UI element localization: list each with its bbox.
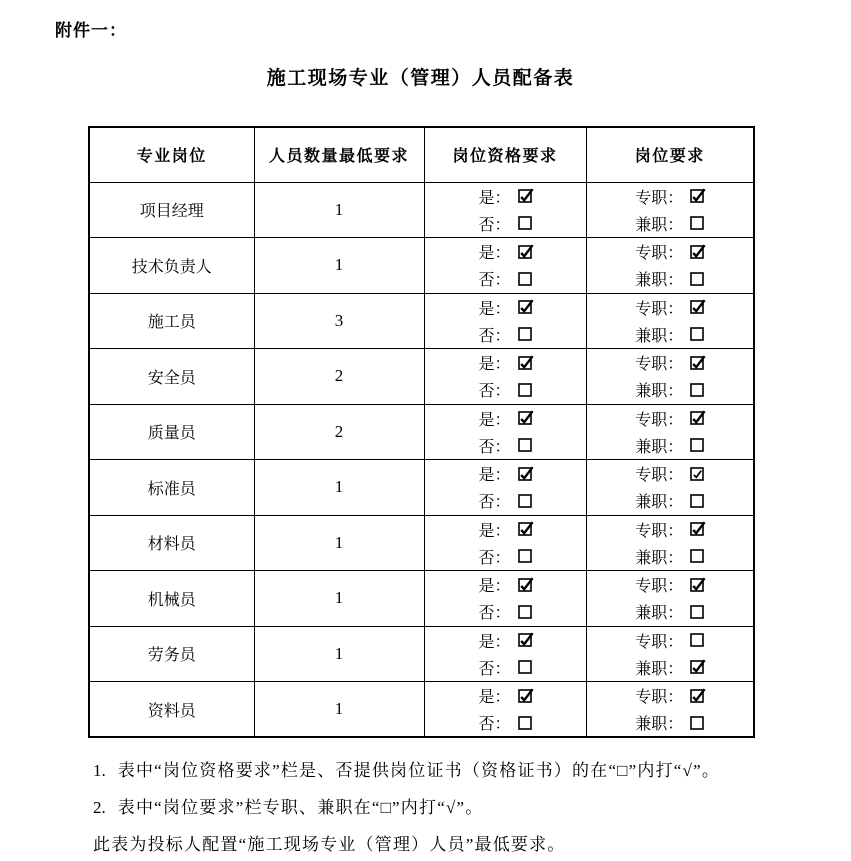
yes-label: 是： — [478, 356, 511, 374]
qual-no-checkbox — [518, 438, 532, 452]
parttime-label: 兼职： — [635, 327, 684, 345]
qual-yes-option — [478, 349, 531, 376]
requirement-cell — [586, 571, 754, 627]
qual-no-checkbox — [518, 660, 532, 674]
fulltime-checkbox — [690, 633, 704, 647]
header-requirement: 岗位要求 — [586, 127, 754, 182]
note-number: 1. — [93, 761, 106, 780]
qualification-options — [425, 682, 586, 736]
qual-yes-checkbox — [518, 189, 532, 203]
parttime-label: 兼职： — [635, 660, 684, 678]
qualification-cell — [424, 404, 586, 460]
requirement-options — [587, 460, 754, 514]
qual-no-option — [478, 598, 531, 625]
yes-label: 是： — [478, 411, 511, 429]
yes-label: 是： — [478, 522, 511, 540]
fulltime-label: 专职： — [635, 578, 684, 596]
qual-no-option — [478, 265, 531, 292]
no-label: 否： — [478, 272, 511, 290]
no-label: 否： — [478, 605, 511, 623]
qualification-options — [425, 238, 586, 292]
note-number: 2. — [93, 798, 106, 817]
fulltime-label: 专职： — [635, 633, 684, 651]
requirement-options — [587, 571, 754, 625]
qual-no-option — [478, 432, 531, 459]
header-qualification: 岗位资格要求 — [424, 127, 586, 182]
parttime-checkbox — [690, 716, 704, 730]
parttime-label: 兼职： — [635, 494, 684, 512]
position-label: 安全员 — [147, 369, 196, 387]
parttime-label: 兼职： — [635, 716, 684, 733]
yes-label: 是： — [478, 245, 511, 263]
position-cell — [89, 293, 254, 349]
parttime-checkbox — [690, 660, 704, 674]
no-label: 否： — [478, 716, 511, 733]
parttime-option — [635, 210, 704, 237]
note-line — [93, 789, 851, 826]
attachment-label: 附件一： — [55, 21, 127, 40]
qualification-cell — [424, 182, 586, 238]
table-row — [89, 571, 754, 627]
fulltime-checkbox — [690, 411, 704, 425]
fulltime-checkbox — [690, 522, 704, 536]
fulltime-option — [635, 571, 704, 598]
qualification-options — [425, 349, 586, 403]
parttime-checkbox — [690, 216, 704, 230]
qualification-cell — [424, 293, 586, 349]
header-position: 专业岗位 — [89, 127, 254, 182]
fulltime-checkbox — [690, 467, 704, 481]
qual-no-option — [478, 487, 531, 514]
table-row — [89, 238, 754, 294]
position-label: 质量员 — [147, 425, 196, 443]
note-text: 此表为投标人配置“施工现场专业（管理）人员”最低要求。 — [93, 835, 566, 854]
table-row — [89, 460, 754, 516]
requirement-cell — [586, 293, 754, 349]
fulltime-label: 专职： — [635, 300, 684, 318]
position-label: 技术负责人 — [131, 258, 212, 276]
qual-no-option — [478, 321, 531, 348]
count-cell — [254, 515, 424, 571]
fulltime-label: 专职： — [635, 356, 684, 374]
count-cell — [254, 182, 424, 238]
position-label: 施工员 — [147, 314, 196, 332]
qual-no-checkbox — [518, 549, 532, 563]
requirement-options — [587, 294, 754, 348]
qual-yes-option — [478, 627, 531, 654]
qualification-cell — [424, 682, 586, 738]
qual-yes-option — [478, 571, 531, 598]
qualification-options — [425, 460, 586, 514]
fulltime-checkbox — [690, 189, 704, 203]
count-value: 2 — [334, 366, 344, 386]
table-row — [89, 682, 754, 738]
qual-yes-option — [478, 238, 531, 265]
table-row — [89, 349, 754, 405]
qual-no-option — [478, 543, 531, 570]
parttime-label: 兼职： — [635, 272, 684, 290]
parttime-checkbox — [690, 438, 704, 452]
yes-label: 是： — [478, 300, 511, 318]
qual-yes-option — [478, 294, 531, 321]
qualification-cell — [424, 460, 586, 516]
parttime-option — [635, 654, 704, 681]
qual-yes-checkbox — [518, 578, 532, 592]
fulltime-checkbox — [690, 245, 704, 259]
qual-yes-option — [478, 516, 531, 543]
fulltime-label: 专职： — [635, 467, 684, 485]
qual-no-checkbox — [518, 327, 532, 341]
count-cell — [254, 460, 424, 516]
table-row — [89, 404, 754, 460]
no-label: 否： — [478, 383, 511, 401]
requirement-cell — [586, 404, 754, 460]
count-value: 1 — [334, 588, 344, 608]
no-label: 否： — [478, 494, 511, 512]
fulltime-option — [635, 405, 704, 432]
count-value: 1 — [334, 699, 344, 718]
yes-label: 是： — [478, 578, 511, 596]
position-label: 项目经理 — [139, 203, 204, 221]
count-cell — [254, 626, 424, 682]
count-value: 1 — [334, 255, 344, 275]
table-header-row — [89, 127, 754, 182]
requirement-options — [587, 627, 754, 681]
count-cell — [254, 238, 424, 294]
parttime-checkbox — [690, 494, 704, 508]
qual-yes-checkbox — [518, 467, 532, 481]
table-row — [89, 515, 754, 571]
parttime-option — [635, 376, 704, 403]
fulltime-option — [635, 627, 704, 654]
position-label: 材料员 — [147, 536, 196, 554]
count-cell — [254, 349, 424, 405]
qualification-cell — [424, 515, 586, 571]
qual-yes-checkbox — [518, 300, 532, 314]
count-cell — [254, 682, 424, 738]
fulltime-checkbox — [690, 300, 704, 314]
count-value: 2 — [334, 421, 344, 441]
requirement-options — [587, 405, 754, 459]
notes — [93, 752, 851, 861]
count-cell — [254, 293, 424, 349]
parttime-option — [635, 432, 704, 459]
note-text: 表中“岗位资格要求”栏是、否提供岗位证书（资格证书）的在“□”内打“√”。 — [117, 761, 721, 780]
qual-no-checkbox — [518, 605, 532, 619]
note-text: 表中“岗位要求”栏专职、兼职在“□”内打“√”。 — [117, 798, 484, 817]
fulltime-label: 专职： — [635, 245, 684, 263]
position-label: 劳务员 — [147, 647, 196, 665]
requirement-cell — [586, 460, 754, 516]
parttime-checkbox — [690, 605, 704, 619]
qualification-options — [425, 516, 586, 570]
fulltime-option — [635, 349, 704, 376]
document-page — [0, 16, 851, 861]
qual-yes-option — [478, 183, 531, 210]
parttime-label: 兼职： — [635, 605, 684, 623]
requirement-cell — [586, 682, 754, 738]
fulltime-checkbox — [690, 689, 704, 703]
qual-yes-checkbox — [518, 411, 532, 425]
note-line — [93, 752, 851, 789]
parttime-label: 兼职： — [635, 216, 684, 234]
requirement-cell — [586, 238, 754, 294]
qual-no-option — [478, 654, 531, 681]
parttime-checkbox — [690, 549, 704, 563]
qual-yes-checkbox — [518, 633, 532, 647]
qualification-options — [425, 294, 586, 348]
requirement-options — [587, 349, 754, 403]
count-value: 1 — [334, 477, 344, 497]
position-cell — [89, 626, 254, 682]
requirement-options — [587, 516, 754, 570]
page-title: 施工现场专业（管理）人员配备表 — [266, 68, 575, 89]
qual-yes-checkbox — [518, 689, 532, 703]
requirement-cell — [586, 515, 754, 571]
fulltime-option — [635, 183, 704, 210]
requirement-cell — [586, 626, 754, 682]
parttime-label: 兼职： — [635, 383, 684, 401]
count-value: 1 — [334, 643, 344, 663]
fulltime-label: 专职： — [635, 689, 684, 706]
fulltime-option — [635, 460, 704, 487]
count-value: 1 — [334, 532, 344, 552]
qual-no-checkbox — [518, 494, 532, 508]
requirement-options — [587, 238, 754, 292]
fulltime-label: 专职： — [635, 189, 684, 207]
position-cell — [89, 571, 254, 627]
qual-no-option — [478, 210, 531, 237]
header-min-count: 人员数量最低要求 — [254, 127, 424, 182]
position-label: 资料员 — [147, 702, 196, 720]
no-label: 否： — [478, 549, 511, 567]
requirement-cell — [586, 182, 754, 238]
position-label: 机械员 — [147, 591, 196, 609]
yes-label: 是： — [478, 467, 511, 485]
position-cell — [89, 460, 254, 516]
qualification-cell — [424, 571, 586, 627]
qualification-options — [425, 183, 586, 237]
position-label: 标准员 — [147, 480, 196, 498]
qual-no-checkbox — [518, 272, 532, 286]
qual-yes-option — [478, 460, 531, 487]
parttime-label: 兼职： — [635, 549, 684, 567]
fulltime-option — [635, 516, 704, 543]
qual-yes-option — [478, 682, 531, 709]
parttime-label: 兼职： — [635, 438, 684, 456]
parttime-checkbox — [690, 272, 704, 286]
parttime-option — [635, 709, 704, 736]
count-cell — [254, 404, 424, 460]
table-row — [89, 293, 754, 349]
position-cell — [89, 682, 254, 738]
fulltime-label: 专职： — [635, 522, 684, 540]
qualification-options — [425, 405, 586, 459]
fulltime-option — [635, 294, 704, 321]
position-cell — [89, 349, 254, 405]
parttime-option — [635, 598, 704, 625]
count-cell — [254, 571, 424, 627]
qual-no-checkbox — [518, 716, 532, 730]
staffing-table — [88, 126, 755, 738]
table-header — [89, 127, 754, 182]
table-row — [89, 182, 754, 238]
no-label: 否： — [478, 327, 511, 345]
qual-no-checkbox — [518, 216, 532, 230]
yes-label: 是： — [478, 189, 511, 207]
qualification-cell — [424, 626, 586, 682]
qual-yes-checkbox — [518, 245, 532, 259]
parttime-checkbox — [690, 327, 704, 341]
position-cell — [89, 182, 254, 238]
count-value: 3 — [334, 310, 344, 330]
parttime-option — [635, 321, 704, 348]
table-row — [89, 626, 754, 682]
position-cell — [89, 515, 254, 571]
qual-yes-option — [478, 405, 531, 432]
yes-label: 是： — [478, 689, 511, 706]
fulltime-checkbox — [690, 356, 704, 370]
no-label: 否： — [478, 438, 511, 456]
qualification-options — [425, 627, 586, 681]
fulltime-option — [635, 238, 704, 265]
requirement-options — [587, 682, 754, 736]
qualification-cell — [424, 349, 586, 405]
no-label: 否： — [478, 660, 511, 678]
fulltime-option — [635, 682, 704, 709]
qual-yes-checkbox — [518, 356, 532, 370]
qual-no-option — [478, 376, 531, 403]
qual-yes-checkbox — [518, 522, 532, 536]
requirement-cell — [586, 349, 754, 405]
parttime-option — [635, 543, 704, 570]
table-body — [89, 182, 754, 737]
position-cell — [89, 404, 254, 460]
qualification-options — [425, 571, 586, 625]
parttime-checkbox — [690, 383, 704, 397]
qualification-cell — [424, 238, 586, 294]
fulltime-label: 专职： — [635, 411, 684, 429]
no-label: 否： — [478, 216, 511, 234]
parttime-option — [635, 487, 704, 514]
fulltime-checkbox — [690, 578, 704, 592]
count-value: 1 — [334, 199, 344, 219]
position-cell — [89, 238, 254, 294]
yes-label: 是： — [478, 633, 511, 651]
parttime-option — [635, 265, 704, 292]
requirement-options — [587, 183, 754, 237]
qual-no-option — [478, 709, 531, 736]
note-line — [93, 826, 851, 861]
qual-no-checkbox — [518, 383, 532, 397]
